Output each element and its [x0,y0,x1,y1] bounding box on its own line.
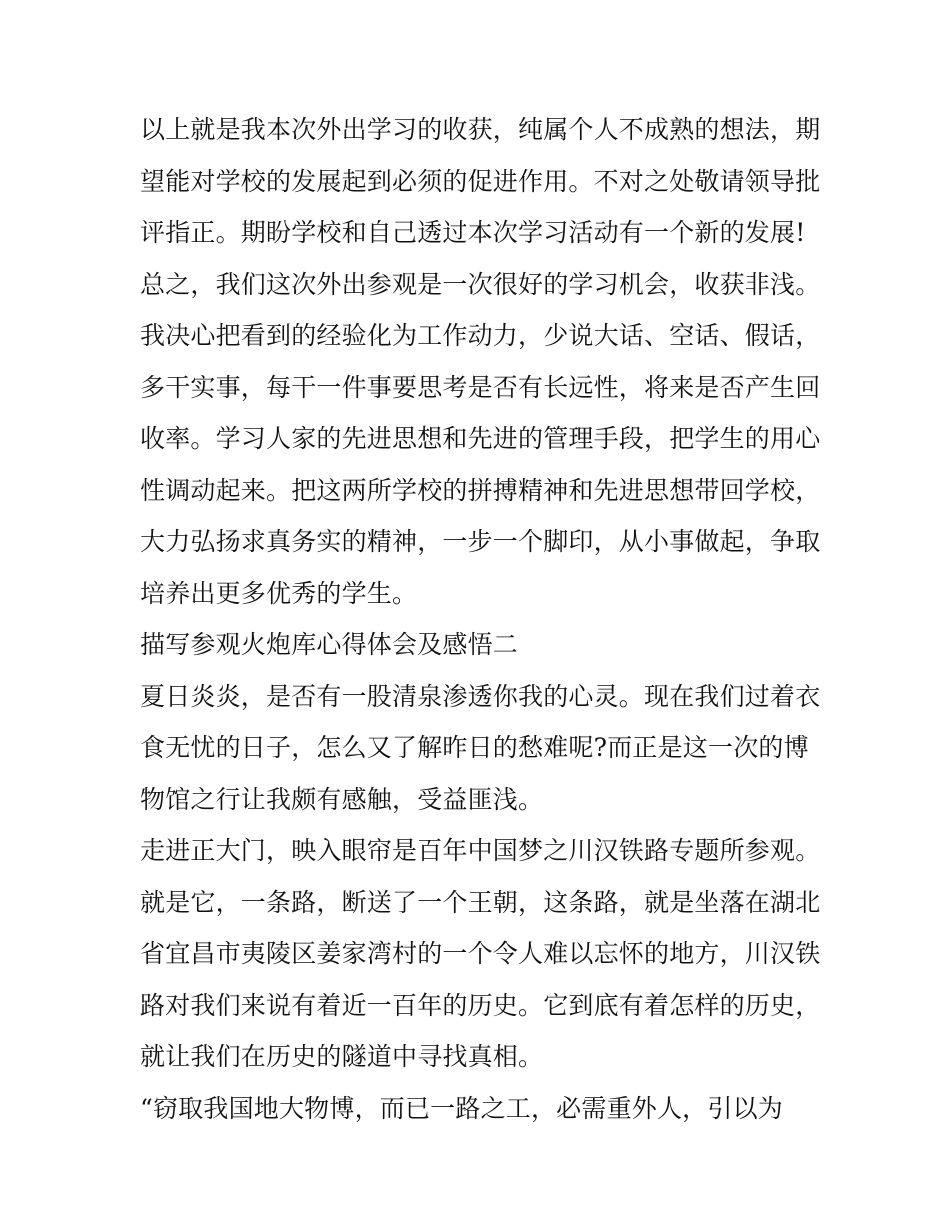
document-body [140,104,820,1134]
text-line: 就是它，一条路，断送了一个王朝，这条路，就是坐落在湖北 [140,887,821,917]
text-line: 性调动起来。把这两所学校的拼搏精神和先进思想带回学校， [140,475,821,505]
section-heading: 描写参观火炮库心得体会及感悟二 [140,630,519,659]
text-line: 食无忧的日子，怎么又了解昨日的愁难呢?而正是这一次的博 [140,733,809,762]
text-line: 总之，我们这次外出参观是一次很好的学习机会，收获非浅。 [140,269,821,299]
text-line: 就让我们在历史的隧道中寻找真相。 [140,1042,544,1071]
text-line: 物馆之行让我颇有感触，受益匪浅。 [140,784,544,814]
text-line: “窃取我国地大物博，而已一路之工，必需重外人，引以为 [140,1093,783,1123]
text-line: 望能对学校的发展起到必须的促进作用。不对之处敬请领导批 [140,166,821,196]
text-line: 评指正。期盼学校和自己透过本次学习活动有一个新的发展! [140,218,806,247]
text-line: 路对我们来说有着近一百年的历史。它到底有着怎样的历史， [140,990,821,1020]
text-line: 大力弘扬求真务实的精神，一步一个脚印，从小事做起，争取 [140,527,821,556]
text-line: 夏日炎炎，是否有一股清泉渗透你我的心灵。现在我们过着衣 [140,681,821,711]
text-line: 多干实事，每干一件事要思考是否有长远性，将来是否产生回 [140,372,821,402]
text-line: 以上就是我本次外出学习的收获，纯属个人不成熟的想法，期 [140,115,821,144]
text-line: 我决心把看到的经验化为工作动力，少说大话、空话、假话， [140,321,821,350]
text-line: 走进正大门，映入眼帘是百年中国梦之川汉铁路专题所参观。 [140,836,821,865]
text-line: 收率。学习人家的先进思想和先进的管理手段，把学生的用心 [140,424,821,453]
text-line: 省宜昌市夷陵区姜家湾村的一个令人难以忘怀的地方，川汉铁 [140,939,821,968]
text-line: 培养出更多优秀的学生。 [140,578,418,608]
